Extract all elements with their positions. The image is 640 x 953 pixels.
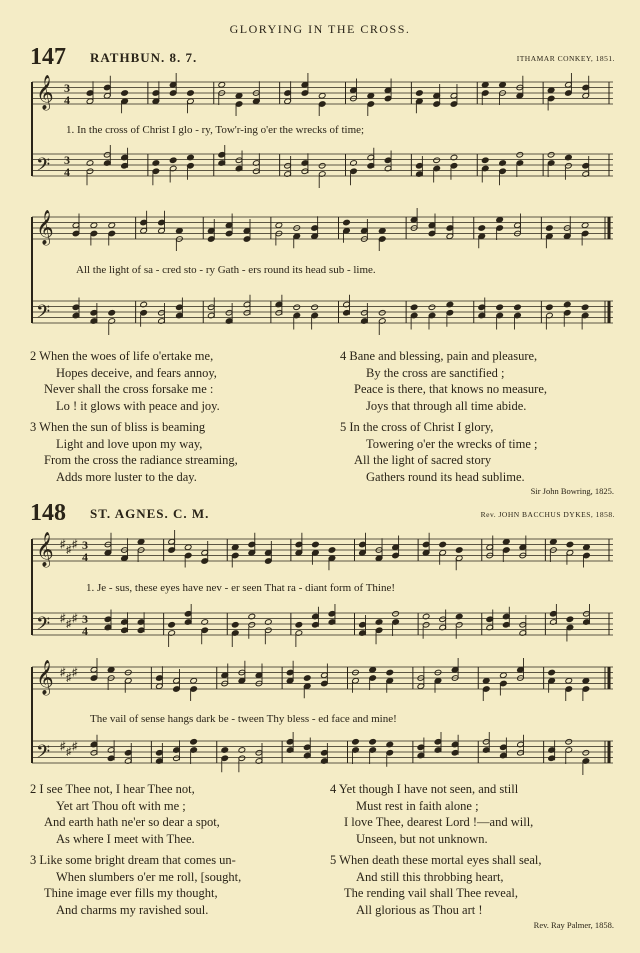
note-head	[328, 547, 336, 554]
verse-line: 2 When the woes of life o'ertake me,	[30, 349, 214, 363]
bass-staff	[32, 295, 613, 335]
note-head	[566, 541, 574, 548]
hymn-148-lyrics-1: 1. Je - sus, these eyes have nev - er seen That ra - diant form of Thine!	[86, 582, 396, 594]
sharp-icon: ♯	[72, 612, 78, 625]
note-head	[121, 90, 129, 97]
verse-line: All glorious as Thou art !	[356, 902, 483, 917]
verse-line: All the light of sacred story	[354, 453, 492, 467]
note-head	[312, 541, 320, 548]
verse-line: Hopes deceive, and fears annoy,	[56, 365, 217, 380]
sharp-icon: ♯	[72, 740, 78, 753]
note-head	[582, 749, 590, 756]
verse-line: 4 Bane and blessing, pain and pleasure,	[340, 349, 538, 363]
note-head	[502, 538, 510, 545]
verse	[30, 781, 241, 847]
verse-line: Peace is there, that knows no measure,	[354, 382, 547, 396]
note-head	[318, 162, 326, 169]
treble-staff	[32, 208, 613, 251]
verse	[30, 852, 241, 918]
note-head	[311, 304, 319, 311]
note-head	[546, 304, 554, 311]
note-head	[547, 87, 555, 94]
note-head	[369, 738, 377, 745]
note-head	[581, 222, 589, 229]
note-head	[565, 677, 573, 684]
sharp-icon: ♯	[66, 672, 72, 684]
time-signature-top: 3	[82, 612, 88, 626]
treble-staff	[32, 530, 613, 570]
note-head	[565, 738, 573, 745]
verse-line: Adds more luster to the day.	[56, 469, 197, 484]
time-signature-top: 3	[82, 538, 88, 552]
note-head	[581, 304, 589, 311]
note-head	[582, 677, 590, 684]
verse-line: Thine image ever fills my thought,	[44, 886, 218, 900]
bass-staff	[32, 732, 613, 775]
note-head	[231, 621, 239, 628]
sharp-icon: ♯	[66, 618, 72, 630]
note-head	[378, 309, 386, 316]
verse	[340, 348, 547, 414]
treble-clef-icon: 𝄞	[36, 660, 54, 695]
note-head	[496, 216, 504, 223]
time-signature-bottom: 4	[82, 550, 88, 564]
note-head	[378, 227, 386, 234]
sharp-icon: ♯	[72, 666, 78, 679]
hymn-number: 148	[30, 500, 66, 526]
note-head	[410, 304, 418, 311]
verse-line: And charms my ravished soul.	[56, 902, 209, 917]
note-head	[231, 544, 239, 551]
note-head	[169, 157, 177, 164]
note-head	[369, 666, 377, 673]
verse	[330, 852, 542, 918]
sharp-icon: ♯	[72, 538, 78, 551]
note-head	[392, 610, 400, 617]
bass-clef-icon: 𝄢	[36, 155, 51, 180]
note-head	[137, 538, 145, 545]
note-head	[496, 304, 504, 311]
treble-clef-icon: 𝄞	[36, 75, 54, 110]
note-head	[482, 677, 490, 684]
treble-clef-icon: 𝄞	[36, 532, 54, 567]
note-head	[455, 547, 463, 554]
treble-staff	[32, 658, 613, 701]
note-head	[416, 90, 424, 97]
note-head	[235, 92, 243, 99]
bass-staff	[32, 145, 613, 188]
note-head	[187, 90, 195, 97]
hymn-number: 147	[30, 44, 66, 70]
note-head	[295, 621, 303, 628]
sharp-icon: ♯	[60, 612, 66, 625]
running-head: GLORYING IN THE CROSS.	[229, 22, 411, 36]
note-head	[107, 666, 115, 673]
note-head	[428, 304, 436, 311]
time-signature-top: 3	[64, 153, 70, 167]
verse-line: 5 In the cross of Christ I glory,	[340, 420, 494, 434]
treble-staff	[32, 73, 613, 116]
bass-clef-icon: 𝄢	[36, 614, 51, 639]
note-head	[184, 544, 192, 551]
hymn-148-lyrics-2: The vail of sense hangs dark be - tween Thy bless - ed face and mine!	[90, 713, 397, 725]
verse-line: Light and love upon my way,	[56, 436, 203, 451]
hymn-147-verses-right	[340, 348, 547, 490]
composer-credit: Rev. JOHN BACCHUS DYKES, 1858.	[480, 510, 615, 519]
hymn-148-verses-left	[30, 781, 241, 923]
verse-line: Gathers round its head sublime.	[366, 469, 525, 484]
verse-line: When slumbers o'er me roll, [sought,	[56, 869, 242, 884]
verse-line: The rending vail shall Thee reveal,	[344, 886, 519, 900]
sharp-icon: ♯	[60, 666, 66, 679]
verse-line: Never shall the cross forsake me :	[44, 382, 214, 396]
hymn-148-author: Rev. Ray Palmer, 1858.	[533, 920, 614, 930]
note-head	[190, 738, 198, 745]
sharp-icon: ♯	[66, 746, 72, 758]
note-head	[343, 219, 351, 226]
note-head	[546, 225, 554, 232]
note-head	[500, 672, 508, 679]
verse	[30, 348, 238, 414]
note-head	[547, 151, 555, 158]
note-head	[318, 92, 326, 99]
verse	[30, 419, 238, 485]
sharp-icon: ♯	[66, 544, 72, 556]
note-head	[90, 222, 98, 229]
verse	[340, 419, 547, 485]
time-signature-bottom: 4	[82, 624, 88, 638]
time-signature-bottom: 4	[64, 93, 70, 107]
note-head	[481, 81, 489, 88]
hymn-148-verses-right	[330, 781, 542, 923]
note-head	[190, 677, 198, 684]
verse-line: 3 When the sun of bliss is beaming	[30, 420, 206, 434]
note-head	[583, 544, 591, 551]
hymn-147-lyrics-1: 1. In the cross of Christ I glo - ry, Tow'r-ing o'er the wrecks of time;	[66, 124, 365, 136]
note-head	[478, 225, 486, 232]
bass-staff	[32, 604, 613, 647]
verse-line: Must rest in faith alone ;	[356, 798, 479, 813]
verse	[330, 781, 542, 847]
sharp-icon: ♯	[60, 538, 66, 551]
verse-line: Joys that through all time abide.	[366, 398, 527, 413]
note-head	[275, 222, 283, 229]
verse-line: 5 When death these mortal eyes shall seal,	[330, 853, 542, 867]
tune-name: RATHBUN. 8. 7.	[90, 50, 198, 65]
note-head	[367, 92, 375, 99]
note-head	[108, 309, 116, 316]
time-signature-top: 3	[64, 81, 70, 95]
hymn-147-verses-left	[30, 348, 238, 490]
tune-name: ST. AGNES. C. M.	[90, 506, 210, 521]
verse-line: Unseen, but not unknown.	[356, 831, 488, 846]
verse-line: Towering o'er the wrecks of time ;	[366, 436, 538, 451]
verse-line: Yet art Thou oft with me ;	[56, 798, 186, 813]
sharp-icon: ♯	[60, 740, 66, 753]
verse-line: 3 Like some bright dream that comes un-	[30, 853, 236, 867]
note-head	[550, 538, 558, 545]
note-head	[481, 157, 489, 164]
verse-line: 2 I see Thee not, I hear Thee not,	[30, 782, 195, 796]
note-head	[303, 675, 311, 682]
note-head	[433, 157, 441, 164]
note-head	[499, 81, 507, 88]
verse-line: 4 Yet though I have not seen, and still	[330, 782, 519, 796]
verse-line: And earth hath ne'er so dear a spot,	[44, 815, 220, 829]
note-head	[352, 738, 360, 745]
verse-line: By the cross are sanctified ;	[366, 365, 505, 380]
note-head	[566, 616, 574, 623]
verse-line: Lo ! it glows with peace and joy.	[56, 398, 220, 413]
note-head	[293, 304, 301, 311]
note-head	[514, 304, 522, 311]
verse-line: I love Thee, dearest Lord !—and will,	[344, 815, 534, 829]
treble-clef-icon: 𝄞	[36, 210, 54, 245]
hymn-147-author: Sir John Bowring, 1825.	[530, 486, 614, 496]
verse-line: From the cross the radiance streaming,	[44, 453, 238, 467]
hymn-147-header	[30, 44, 615, 70]
note-head	[386, 669, 394, 676]
note-head	[548, 669, 556, 676]
note-head	[439, 541, 447, 548]
note-head	[168, 621, 176, 628]
verse-line: As where I meet with Thee.	[56, 831, 195, 846]
composer-credit: ITHAMAR CONKEY, 1851.	[516, 54, 615, 63]
note-head	[108, 222, 116, 229]
hymn-148-header	[30, 500, 615, 526]
verse-line: And still this throbbing heart,	[356, 869, 504, 884]
note-head	[218, 81, 226, 88]
note-head	[176, 227, 184, 234]
hymn-147-lyrics-2: All the light of sa - cred sto - ry Gath - ers round its head sub - lime.	[76, 264, 376, 276]
time-signature-bottom: 4	[64, 165, 70, 179]
bass-clef-icon: 𝄢	[36, 302, 51, 327]
note-head	[516, 151, 524, 158]
bass-clef-icon: 𝄢	[36, 742, 51, 767]
